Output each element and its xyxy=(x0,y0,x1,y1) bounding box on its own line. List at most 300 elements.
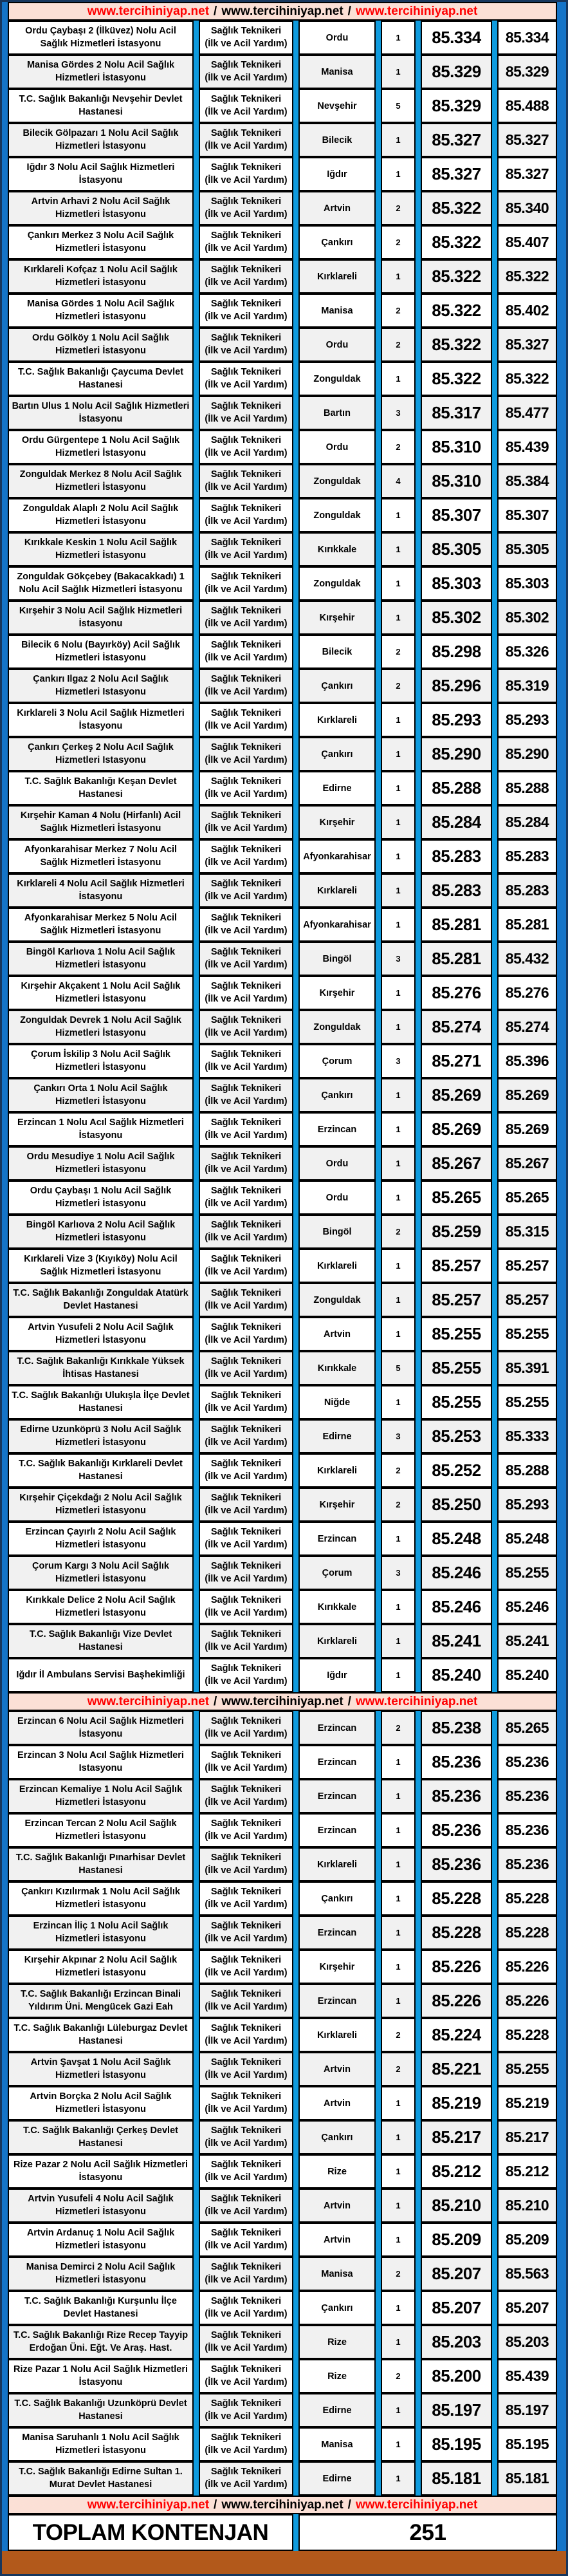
score-max-cell: 85.283 xyxy=(497,839,557,873)
program-line-2: (İlk ve Acil Yardım) xyxy=(205,413,288,424)
score-min-cell: 85.241 xyxy=(421,1624,492,1658)
program-line-1: Sağlık Teknikeri xyxy=(210,742,282,753)
institution-cell: T.C. Sağlık Bakanlığı Kırıkkale Yüksek İhtisas Hastanesi xyxy=(8,1351,194,1385)
institution-cell: Ordu Gölköy 1 Nolu Acil Sağlık Hizmetleri İstasyonu xyxy=(8,328,194,362)
institution-cell: Afyonkarahisar Merkez 5 Nolu Acil Sağlık Hizmetleri İstasyonu xyxy=(8,908,194,942)
quota-cell: 1 xyxy=(381,21,416,55)
score-min-cell: 85.236 xyxy=(421,1779,492,1813)
table-row xyxy=(8,1916,557,1950)
score-min-cell: 85.298 xyxy=(421,635,492,669)
program-cell xyxy=(199,873,293,908)
program-line-1: Sağlık Teknikeri xyxy=(210,879,282,890)
program-line-1: Sağlık Teknikeri xyxy=(210,1152,282,1162)
quota-cell: 2 xyxy=(381,1488,416,1522)
program-line-1: Sağlık Teknikeri xyxy=(210,947,282,958)
score-max-cell: 85.284 xyxy=(497,805,557,839)
program-line-2: (İlk ve Acil Yardım) xyxy=(205,584,288,595)
table-row xyxy=(8,1385,557,1419)
program-line-1: Sağlık Teknikeri xyxy=(210,537,282,548)
program-cell xyxy=(199,1950,293,1984)
quota-cell: 1 xyxy=(381,1984,416,2018)
table-row xyxy=(8,908,557,942)
site-url-link[interactable]: www.tercihiniyap.net xyxy=(355,4,478,18)
score-max-cell: 85.334 xyxy=(497,21,557,55)
program-cell xyxy=(199,1847,293,1881)
program-cell xyxy=(199,1556,293,1590)
site-url-link[interactable]: www.tercihiniyap.net xyxy=(355,2497,478,2512)
program-line-2: (İlk ve Acil Yardım) xyxy=(205,140,288,151)
score-min-cell: 85.269 xyxy=(421,1078,492,1112)
program-cell xyxy=(199,1283,293,1317)
city-cell: Bingöl xyxy=(298,942,376,976)
city-cell: Zonguldak xyxy=(298,1010,376,1044)
score-min-cell: 85.288 xyxy=(421,771,492,805)
quota-cell: 2 xyxy=(381,1711,416,1745)
score-max-cell: 85.319 xyxy=(497,669,557,703)
program-line-1: Sağlık Teknikeri xyxy=(210,1750,282,1761)
program-line-2: (İlk ve Acil Yardım) xyxy=(205,2445,288,2456)
quota-cell: 3 xyxy=(381,1419,416,1453)
quota-cell: 1 xyxy=(381,1112,416,1146)
score-max-cell: 85.327 xyxy=(497,328,557,362)
score-max-cell: 85.322 xyxy=(497,362,557,396)
quota-cell: 2 xyxy=(381,2052,416,2086)
score-min-cell: 85.265 xyxy=(421,1181,492,1215)
program-line-1: Sağlık Teknikeri xyxy=(210,708,282,719)
institution-cell: Artvin Borçka 2 Nolu Acil Sağlık Hizmetleri İstasyonu xyxy=(8,2086,194,2120)
total-row xyxy=(8,2514,557,2551)
city-cell: Zonguldak xyxy=(298,566,376,601)
score-max-cell: 85.255 xyxy=(497,1556,557,1590)
institution-cell: Manisa Demirci 2 Nolu Acil Sağlık Hizmetleri İstasyonu xyxy=(8,2257,194,2291)
program-line-1: Sağlık Teknikeri xyxy=(210,2091,282,2102)
quota-cell: 1 xyxy=(381,703,416,737)
table-row xyxy=(8,1112,557,1146)
quota-cell: 1 xyxy=(381,2325,416,2359)
table-row xyxy=(8,123,557,157)
score-max-cell: 85.384 xyxy=(497,464,557,498)
city-cell: Rize xyxy=(298,2325,376,2359)
program-line-1: Sağlık Teknikeri xyxy=(210,1049,282,1060)
program-line-1: Sağlık Teknikeri xyxy=(210,162,282,173)
score-min-cell: 85.276 xyxy=(421,976,492,1010)
program-line-1: Sağlık Teknikeri xyxy=(210,1887,282,1898)
city-cell: Kırklareli xyxy=(298,1453,376,1488)
program-line-2: (İlk ve Acil Yardım) xyxy=(205,243,288,254)
institution-cell: Artvin Şavşat 1 Nolu Acil Sağlık Hizmetleri İstasyonu xyxy=(8,2052,194,2086)
program-line-2: (İlk ve Acil Yardım) xyxy=(205,277,288,288)
program-line-2: (İlk ve Acil Yardım) xyxy=(205,2274,288,2285)
program-line-1: Sağlık Teknikeri xyxy=(210,2160,282,2170)
score-max-cell: 85.288 xyxy=(497,1453,557,1488)
program-line-1: Sağlık Teknikeri xyxy=(210,2228,282,2239)
score-max-cell: 85.241 xyxy=(497,1624,557,1658)
city-cell: Erzincan xyxy=(298,1779,376,1813)
city-cell: Artvin xyxy=(298,1317,376,1351)
program-cell xyxy=(199,2120,293,2154)
institution-cell: Artvin Ardanuç 1 Nolu Acil Sağlık Hizmetleri İstasyonu xyxy=(8,2223,194,2257)
score-min-cell: 85.207 xyxy=(421,2291,492,2325)
score-min-cell: 85.284 xyxy=(421,805,492,839)
table-row xyxy=(8,1351,557,1385)
table-row xyxy=(8,55,557,89)
score-max-cell: 85.236 xyxy=(497,1813,557,1847)
table-row xyxy=(8,1249,557,1283)
program-line-2: (İlk ve Acil Yardım) xyxy=(205,447,288,458)
site-url-link[interactable]: www.tercihiniyap.net xyxy=(87,2497,210,2512)
institution-cell: Kırklareli Vize 3 (Kıyıköy) Nolu Acil Sağlık Hizmetleri İstasyonu xyxy=(8,1249,194,1283)
city-cell: Edirne xyxy=(298,2393,376,2427)
program-line-1: Sağlık Teknikeri xyxy=(210,299,282,310)
program-line-2: (İlk ve Acil Yardım) xyxy=(205,754,288,765)
score-min-cell: 85.236 xyxy=(421,1745,492,1779)
program-cell xyxy=(199,430,293,464)
program-cell xyxy=(199,294,293,328)
program-line-1: Sağlık Teknikeri xyxy=(210,1424,282,1435)
program-line-1: Sağlık Teknikeri xyxy=(210,981,282,992)
table-row xyxy=(8,362,557,396)
program-line-2: (İlk ve Acil Yardım) xyxy=(205,1607,288,1618)
program-cell xyxy=(199,1488,293,1522)
score-max-cell: 85.269 xyxy=(497,1078,557,1112)
table-row xyxy=(8,2325,557,2359)
score-min-cell: 85.329 xyxy=(421,89,492,123)
table-row xyxy=(8,464,557,498)
program-line-2: (İlk ve Acil Yardım) xyxy=(205,652,288,663)
city-cell: Çorum xyxy=(298,1044,376,1078)
city-cell: Kırşehir xyxy=(298,1488,376,1522)
quota-cell: 2 xyxy=(381,1453,416,1488)
program-line-1: Sağlık Teknikeri xyxy=(210,1459,282,1470)
score-min-cell: 85.219 xyxy=(421,2086,492,2120)
program-cell xyxy=(199,1351,293,1385)
program-cell xyxy=(199,328,293,362)
city-cell: Çorum xyxy=(298,1556,376,1590)
site-url-link[interactable]: www.tercihiniyap.net xyxy=(221,4,344,18)
institution-cell: Bilecik Gölpazarı 1 Nolu Acil Sağlık Hizmetleri İstasyonu xyxy=(8,123,194,157)
quota-cell: 1 xyxy=(381,1950,416,1984)
program-line-2: (İlk ve Acil Yardım) xyxy=(205,1762,288,1773)
institution-cell: Ordu Gürgentepe 1 Nolu Acil Sağlık Hizmetleri İstasyonu xyxy=(8,430,194,464)
institution-cell: Edirne Uzunköprü 3 Nolu Acil Sağlık Hizmetleri İstasyonu xyxy=(8,1419,194,1453)
program-cell xyxy=(199,1249,293,1283)
table-row xyxy=(8,2120,557,2154)
city-cell: Bilecik xyxy=(298,635,376,669)
program-line-1: Sağlık Teknikeri xyxy=(210,367,282,378)
program-cell xyxy=(199,55,293,89)
banner-separator: / xyxy=(347,4,351,18)
score-max-cell: 85.488 xyxy=(497,89,557,123)
table-row xyxy=(8,328,557,362)
score-min-cell: 85.248 xyxy=(421,1522,492,1556)
score-max-cell: 85.255 xyxy=(497,2052,557,2086)
program-line-2: (İlk ve Acil Yardım) xyxy=(205,1471,288,1482)
quota-cell: 1 xyxy=(381,1385,416,1419)
program-line-2: (İlk ve Acil Yardım) xyxy=(205,2342,288,2353)
program-line-1: Sağlık Teknikeri xyxy=(210,2364,282,2375)
score-min-cell: 85.274 xyxy=(421,1010,492,1044)
score-min-cell: 85.195 xyxy=(421,2427,492,2461)
table-row xyxy=(8,805,557,839)
institution-cell: Manisa Gördes 2 Nolu Acil Sağlık Hizmetleri İstasyonu xyxy=(8,55,194,89)
program-line-2: (İlk ve Acil Yardım) xyxy=(205,2376,288,2387)
quota-cell: 2 xyxy=(381,2018,416,2052)
site-url-link[interactable]: www.tercihiniyap.net xyxy=(87,1694,210,1708)
institution-cell: Çankırı Çerkeş 2 Nolu Acıl Sağlık Hizmetleri Istasyonu xyxy=(8,737,194,771)
program-cell xyxy=(199,498,293,532)
program-line-1: Sağlık Teknikeri xyxy=(210,1853,282,1863)
program-line-2: (İlk ve Acil Yardım) xyxy=(205,1831,288,1842)
institution-cell: Çankırı Kızılırmak 1 Nolu Acil Sağlık Hizmetleri İstasyonu xyxy=(8,1881,194,1916)
program-line-1: Sağlık Teknikeri xyxy=(210,1818,282,1829)
city-cell: Kırıkkale xyxy=(298,1351,376,1385)
program-cell xyxy=(199,1984,293,2018)
table-row xyxy=(8,259,557,294)
city-cell: Çankırı xyxy=(298,2291,376,2325)
table-row xyxy=(8,1658,557,1692)
site-url-link[interactable]: www.tercihiniyap.net xyxy=(221,1694,344,1708)
banner-separator: / xyxy=(347,1694,351,1708)
city-cell: Kırklareli xyxy=(298,1847,376,1881)
institution-cell: Erzincan Tercan 2 Nolu Acil Sağlık Hizmetleri İstasyonu xyxy=(8,1813,194,1847)
program-line-1: Sağlık Teknikeri xyxy=(210,265,282,275)
quota-cell: 1 xyxy=(381,1658,416,1692)
score-max-cell: 85.315 xyxy=(497,1215,557,1249)
table-row xyxy=(8,1522,557,1556)
score-min-cell: 85.246 xyxy=(421,1556,492,1590)
score-max-cell: 85.209 xyxy=(497,2223,557,2257)
score-max-cell: 85.265 xyxy=(497,1711,557,1745)
score-min-cell: 85.322 xyxy=(421,328,492,362)
institution-cell: Zonguldak Merkez 8 Nolu Acil Sağlık Hizmetleri İstasyonu xyxy=(8,464,194,498)
institution-cell: T.C. Sağlık Bakanlığı Çaycuma Devlet Hastanesi xyxy=(8,362,194,396)
city-cell: Bilecik xyxy=(298,123,376,157)
institution-cell: Kırklareli 4 Nolu Acil Sağlık Hizmetleri İstasyonu xyxy=(8,873,194,908)
program-line-2: (İlk ve Acil Yardım) xyxy=(205,1437,288,1448)
city-cell: Ordu xyxy=(298,1181,376,1215)
score-min-cell: 85.322 xyxy=(421,259,492,294)
city-cell: Manisa xyxy=(298,2427,376,2461)
score-max-cell: 85.329 xyxy=(497,55,557,89)
score-min-cell: 85.236 xyxy=(421,1847,492,1881)
placement-table xyxy=(8,2,557,2551)
table-row xyxy=(8,1215,557,1249)
program-line-2: (İlk ve Acil Yardım) xyxy=(205,1641,288,1652)
quota-cell: 1 xyxy=(381,2461,416,2496)
city-cell: Erzincan xyxy=(298,1916,376,1950)
table-row xyxy=(8,1181,557,1215)
score-min-cell: 85.221 xyxy=(421,2052,492,2086)
city-cell: Manisa xyxy=(298,55,376,89)
score-min-cell: 85.226 xyxy=(421,1950,492,1984)
program-cell xyxy=(199,123,293,157)
program-line-1: Sağlık Teknikeri xyxy=(210,469,282,480)
program-line-1: Sağlık Teknikeri xyxy=(210,845,282,855)
table-row xyxy=(8,2086,557,2120)
program-line-1: Sağlık Teknikeri xyxy=(210,26,282,37)
table-row xyxy=(8,1950,557,1984)
program-line-2: (İlk ve Acil Yardım) xyxy=(205,1967,288,1978)
program-cell xyxy=(199,805,293,839)
total-value: 251 xyxy=(298,2514,557,2551)
score-min-cell: 85.283 xyxy=(421,839,492,873)
score-min-cell: 85.302 xyxy=(421,601,492,635)
program-line-1: Sağlık Teknikeri xyxy=(210,2432,282,2443)
city-cell: Erzincan xyxy=(298,1711,376,1745)
city-cell: Afyonkarahisar xyxy=(298,908,376,942)
program-cell xyxy=(199,225,293,259)
program-line-2: (İlk ve Acil Yardım) xyxy=(205,1899,288,1910)
program-line-1: Sağlık Teknikeri xyxy=(210,2194,282,2205)
program-line-1: Sağlık Teknikeri xyxy=(210,2057,282,2068)
table-row xyxy=(8,1745,557,1779)
program-line-2: (İlk ve Acil Yardım) xyxy=(205,1232,288,1243)
quota-cell: 1 xyxy=(381,1146,416,1181)
city-cell: Kırşehir xyxy=(298,1950,376,1984)
program-line-1: Sağlık Teknikeri xyxy=(210,2262,282,2273)
program-cell xyxy=(199,601,293,635)
site-url-link[interactable]: www.tercihiniyap.net xyxy=(221,2497,344,2512)
program-line-1: Sağlık Teknikeri xyxy=(210,2398,282,2409)
program-cell xyxy=(199,2086,293,2120)
score-max-cell: 85.219 xyxy=(497,2086,557,2120)
program-line-1: Sağlık Teknikeri xyxy=(210,2296,282,2307)
program-line-2: (İlk ve Acil Yardım) xyxy=(205,1539,288,1550)
program-cell xyxy=(199,635,293,669)
institution-cell: Erzincan 6 Nolu Acil Sağlık Hizmetleri İstasyonu xyxy=(8,1711,194,1745)
city-cell: Bingöl xyxy=(298,1215,376,1249)
score-min-cell: 85.228 xyxy=(421,1916,492,1950)
program-line-2: (İlk ve Acil Yardım) xyxy=(205,1198,288,1209)
table-row xyxy=(8,1146,557,1181)
score-max-cell: 85.212 xyxy=(497,2154,557,2189)
program-cell xyxy=(199,737,293,771)
score-min-cell: 85.226 xyxy=(421,1984,492,2018)
institution-cell: Afyonkarahisar Merkez 7 Nolu Acil Sağlık Hizmetleri İstasyonu xyxy=(8,839,194,873)
program-cell xyxy=(199,942,293,976)
program-line-2: (İlk ve Acil Yardım) xyxy=(205,2206,288,2217)
score-max-cell: 85.391 xyxy=(497,1351,557,1385)
quota-cell: 1 xyxy=(381,362,416,396)
program-cell xyxy=(199,566,293,601)
city-cell: Erzincan xyxy=(298,1112,376,1146)
quota-cell: 1 xyxy=(381,566,416,601)
quota-cell: 3 xyxy=(381,1044,416,1078)
score-max-cell: 85.265 xyxy=(497,1181,557,1215)
institution-cell: T.C. Sağlık Bakanlığı Erzincan Binali Yıldırım Üni. Mengücek Gazi Eah xyxy=(8,1984,194,2018)
institution-cell: T.C. Sağlık Bakanlığı Uzunköprü Devlet Hastanesi xyxy=(8,2393,194,2427)
quota-cell: 1 xyxy=(381,498,416,532)
table-row xyxy=(8,2223,557,2257)
city-cell: Zonguldak xyxy=(298,464,376,498)
program-line-2: (İlk ve Acil Yardım) xyxy=(205,516,288,527)
quota-cell: 1 xyxy=(381,873,416,908)
program-cell xyxy=(199,703,293,737)
city-cell: Bartın xyxy=(298,396,376,430)
program-line-2: (İlk ve Acil Yardım) xyxy=(205,38,288,49)
table-row xyxy=(8,635,557,669)
program-line-2: (İlk ve Acil Yardım) xyxy=(205,1096,288,1106)
program-line-2: (İlk ve Acil Yardım) xyxy=(205,1164,288,1175)
score-max-cell: 85.210 xyxy=(497,2189,557,2223)
score-min-cell: 85.257 xyxy=(421,1249,492,1283)
total-label: TOPLAM KONTENJAN xyxy=(8,2514,293,2551)
quota-cell: 1 xyxy=(381,157,416,191)
city-cell: Niğde xyxy=(298,1385,376,1419)
table-row xyxy=(8,2052,557,2086)
quota-cell: 1 xyxy=(381,1283,416,1317)
city-cell: Erzincan xyxy=(298,1745,376,1779)
program-cell xyxy=(199,1624,293,1658)
program-line-2: (İlk ve Acil Yardım) xyxy=(205,1334,288,1345)
site-url-link[interactable]: www.tercihiniyap.net xyxy=(87,4,210,18)
program-line-1: Sağlık Teknikeri xyxy=(210,1322,282,1333)
score-min-cell: 85.240 xyxy=(421,1658,492,1692)
table-row xyxy=(8,1010,557,1044)
program-line-1: Sağlık Teknikeri xyxy=(210,1716,282,1727)
table-row xyxy=(8,430,557,464)
institution-cell: Ordu Mesudiye 1 Nolu Acil Sağlık Hizmetleri İstasyonu xyxy=(8,1146,194,1181)
institution-cell: Bartın Ulus 1 Nolu Acil Sağlık Hizmetleri İstasyonu xyxy=(8,396,194,430)
quota-cell: 1 xyxy=(381,259,416,294)
quota-cell: 2 xyxy=(381,635,416,669)
program-cell xyxy=(199,1779,293,1813)
institution-cell: Ordu Çaybaşı 1 Nolu Acil Sağlık Hizmetleri İstasyonu xyxy=(8,1181,194,1215)
program-line-1: Sağlık Teknikeri xyxy=(210,1955,282,1966)
program-line-1: Sağlık Teknikeri xyxy=(210,1595,282,1606)
quota-cell: 1 xyxy=(381,805,416,839)
institution-cell: Artvin Arhavi 2 Nolu Acil Sağlık Hizmetleri İstasyonu xyxy=(8,191,194,225)
quota-cell: 3 xyxy=(381,942,416,976)
site-url-link[interactable]: www.tercihiniyap.net xyxy=(355,1694,478,1708)
table-row xyxy=(8,1317,557,1351)
banner-separator: / xyxy=(214,4,217,18)
city-cell: Artvin xyxy=(298,2189,376,2223)
score-max-cell: 85.269 xyxy=(497,1112,557,1146)
table-row xyxy=(8,2393,557,2427)
program-cell xyxy=(199,1146,293,1181)
score-max-cell: 85.276 xyxy=(497,976,557,1010)
table-row xyxy=(8,532,557,566)
program-line-1: Sağlık Teknikeri xyxy=(210,1663,282,1674)
score-max-cell: 85.281 xyxy=(497,908,557,942)
score-max-cell: 85.402 xyxy=(497,294,557,328)
institution-cell: Çankırı Orta 1 Nolu Acil Sağlık Hizmetleri İstasyonu xyxy=(8,1078,194,1112)
city-cell: Artvin xyxy=(298,191,376,225)
city-cell: Ordu xyxy=(298,430,376,464)
table-row xyxy=(8,2359,557,2393)
score-min-cell: 85.281 xyxy=(421,908,492,942)
city-cell: Kırıkkale xyxy=(298,1590,376,1624)
institution-cell: Kırşehir Akçakent 1 Nolu Acil Sağlık Hizmetleri İstasyonu xyxy=(8,976,194,1010)
program-line-1: Sağlık Teknikeri xyxy=(210,674,282,685)
program-cell xyxy=(199,1419,293,1453)
score-max-cell: 85.407 xyxy=(497,225,557,259)
score-max-cell: 85.293 xyxy=(497,1488,557,1522)
score-max-cell: 85.307 xyxy=(497,498,557,532)
program-line-1: Sağlık Teknikeri xyxy=(210,2467,282,2478)
program-cell xyxy=(199,1881,293,1916)
city-cell: Kırklareli xyxy=(298,2018,376,2052)
institution-cell: Kırıkkale Delice 2 Nolu Acil Sağlık Hizmetleri İstasyonu xyxy=(8,1590,194,1624)
program-line-1: Sağlık Teknikeri xyxy=(210,1356,282,1367)
score-min-cell: 85.181 xyxy=(421,2461,492,2496)
score-min-cell: 85.259 xyxy=(421,1215,492,1249)
table-row xyxy=(8,1283,557,1317)
program-line-1: Sağlık Teknikeri xyxy=(210,572,282,583)
score-min-cell: 85.210 xyxy=(421,2189,492,2223)
program-line-1: Sağlık Teknikeri xyxy=(210,333,282,344)
